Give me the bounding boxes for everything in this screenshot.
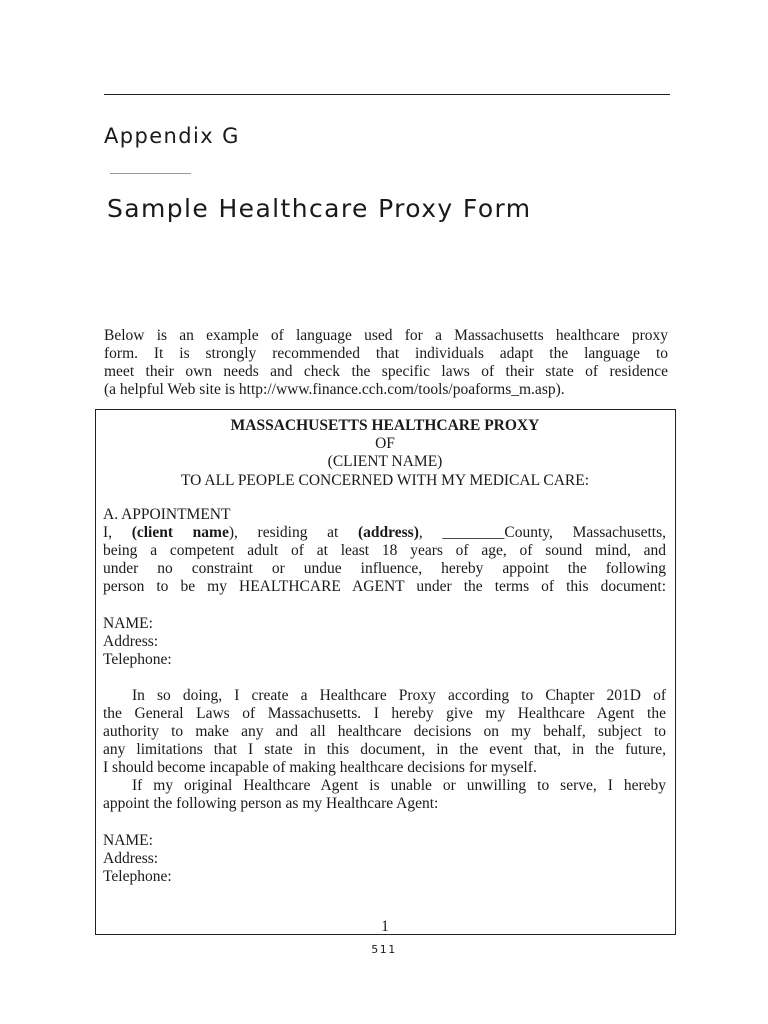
proxy-form-box xyxy=(95,409,676,935)
section-a-heading: A. APPOINTMENT xyxy=(103,506,231,523)
agent2-address-label: Address: xyxy=(103,850,159,867)
client-name-placeholder: (client name xyxy=(131,524,229,541)
appointment-text: ), residing at xyxy=(228,524,358,541)
form-to-all: TO ALL PEOPLE CONCERNED WITH MY MEDICAL CARE: xyxy=(180,472,590,489)
intro-paragraph xyxy=(104,327,668,399)
appointment-line xyxy=(103,524,666,542)
title-rule xyxy=(110,173,191,174)
intro-line: Below is an example of language used for a Massachusetts healthcare proxy xyxy=(104,327,668,344)
header-rule xyxy=(104,94,670,95)
agent2-name-label: NAME: xyxy=(103,832,153,849)
appointment-line: under no constraint or undue influence, hereby appoint the following xyxy=(103,560,666,577)
agent1-name-label: NAME: xyxy=(103,615,153,632)
appointment-text: , ________County, Massachusetts, xyxy=(418,524,666,541)
appendix-label: Appendix G xyxy=(104,124,240,148)
address-placeholder: (address) xyxy=(358,524,419,541)
form-client-name: (CLIENT NAME) xyxy=(327,453,443,470)
intro-line: meet their own needs and check the specific laws of their state of residence xyxy=(104,363,668,380)
intro-line: (a helpful Web site is http://www.finance.cch.com/tools/poaforms_m.asp). xyxy=(104,381,565,398)
paragraph-line: any limitations that I state in this document, in the event that, in the future, xyxy=(103,741,666,758)
paragraph-line: appoint the following person as my Healthcare Agent: xyxy=(103,795,439,812)
appointment-line: being a competent adult of at least 18 years of age, of sound mind, and xyxy=(103,542,666,559)
paragraph-line: I should become incapable of making healthcare decisions for myself. xyxy=(103,759,537,776)
intro-line: form. It is strongly recommended that individuals adapt the language to xyxy=(104,345,668,362)
paragraph-line: the General Laws of Massachusetts. I hereby give my Healthcare Agent the xyxy=(103,705,666,722)
page-title: Sample Healthcare Proxy Form xyxy=(107,194,532,223)
paragraph-line: In so doing, I create a Healthcare Proxy according to Chapter 201D of xyxy=(132,687,666,704)
agent1-address-label: Address: xyxy=(103,633,159,650)
appointment-line: person to be my HEALTHCARE AGENT under the terms of this document: xyxy=(103,578,666,595)
appointment-text: I, xyxy=(103,524,132,541)
paragraph-line: authority to make any and all healthcare decisions on my behalf, subject to xyxy=(103,723,666,740)
paragraph-line: If my original Healthcare Agent is unable or unwilling to serve, I hereby xyxy=(132,777,666,794)
form-heading: MASSACHUSETTS HEALTHCARE PROXY xyxy=(230,417,540,434)
page-number: 511 xyxy=(371,943,397,956)
agent2-telephone-label: Telephone: xyxy=(103,868,172,885)
form-of: OF xyxy=(375,435,395,452)
form-page-number: 1 xyxy=(381,918,389,935)
agent1-telephone-label: Telephone: xyxy=(103,651,172,668)
